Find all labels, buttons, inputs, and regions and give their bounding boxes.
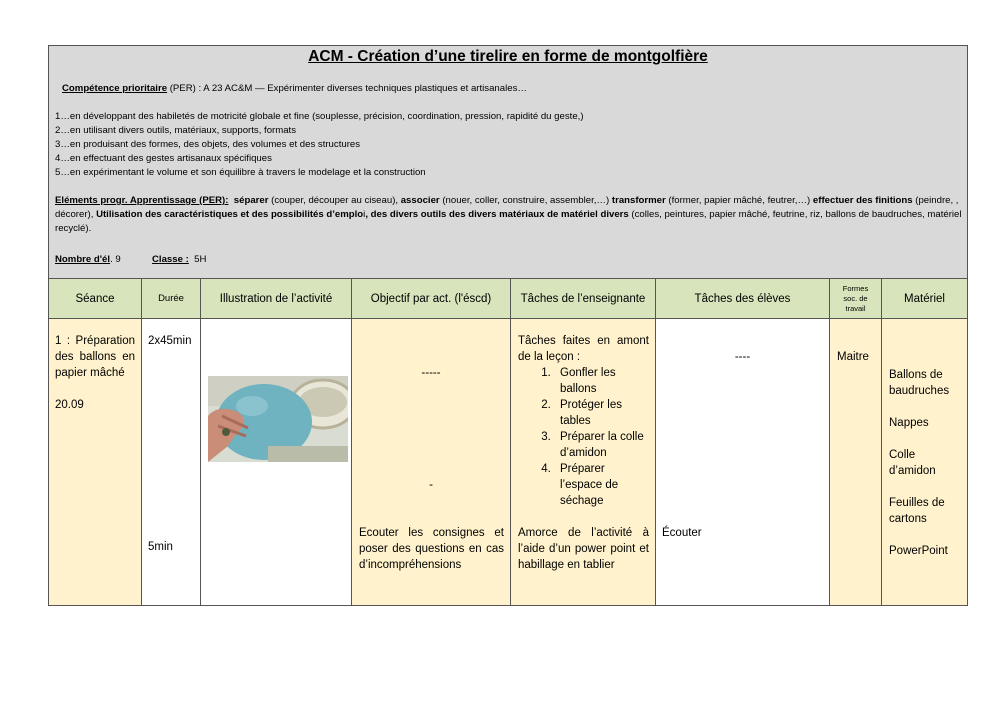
materiel-item: Colle d’amidon	[889, 449, 936, 477]
materiel-item: PowerPoint	[889, 545, 948, 557]
objectif-text: Ecouter les consignes et poser des questions en cas d’incompréhensions	[359, 527, 504, 571]
col-header-illustration: Illustration de l’activité	[201, 279, 352, 319]
enseignante-intro: Tâches faites en amont de la leçon :	[518, 335, 649, 363]
classe: Classe : 5H	[152, 254, 207, 265]
cell-taches-enseignante	[511, 319, 656, 605]
cell-materiel	[882, 319, 967, 605]
balloon-photo-icon	[208, 376, 348, 462]
col-header-taches-eleves: Tâches des élèves	[656, 279, 830, 319]
cell-seance	[49, 319, 142, 605]
objective-5: 5…en expérimentant le volume et son équilibre à travers le modelage et la construction	[55, 167, 426, 178]
seance-date: 20.09	[55, 399, 84, 411]
cell-formes	[830, 319, 882, 605]
learning-elements: Eléments progr. Apprentissage (PER): séparer (couper, découper au ciseau), associer (nouer, coller, construire, assembler,…) transformer (former, papier mâché, feutrer,…) effectuer des finitions (peindre, , décorer), Utilisation des caractéristiques et des possibilités d’emploi, des divers outils des divers matériaux de matériel divers (colles, peintures, papier mâché, feutrine, riz, ballons de baudruches, matériel recyclé).	[55, 195, 962, 234]
cell-duree	[142, 319, 201, 605]
eleves-text: Écouter	[662, 527, 702, 539]
duree-2: 5min	[148, 541, 173, 553]
col-header-taches-enseignante: Tâches de l’enseignante	[511, 279, 656, 319]
objective-2: 2…en utilisant divers outils, matériaux, supports, formats	[55, 125, 297, 136]
competence-text: (PER) : A 23 AC&M — Expérimenter diverses techniques plastiques et artisanales…	[167, 83, 527, 94]
cell-taches-eleves	[656, 319, 830, 605]
col-header-materiel: Matériel	[882, 279, 967, 319]
enseignante-text: Amorce de l’activité à l’aide d’un power point et habillage en tablier	[518, 527, 649, 571]
objective-3: 3…en produisant des formes, des objets, des volumes et des structures	[55, 139, 361, 150]
cell-illustration	[201, 319, 352, 605]
col-header-duree: Durée	[142, 279, 201, 319]
nombre-eleves: Nombre d'él. 9	[55, 254, 121, 265]
page-title: ACM - Création d’une tirelire en forme de montgolfière	[308, 48, 708, 65]
materiel-item: Ballons de baudruches	[889, 369, 950, 397]
list-item: 2. Protéger les tables	[554, 397, 649, 429]
seance-text: 1 : Préparation des ballons en papier mâché	[55, 335, 135, 379]
competence-line	[62, 82, 527, 95]
formes-text: Maitre	[837, 351, 869, 363]
objective-4: 4…en effectuant des gestes artisanaux spécifiques	[55, 153, 272, 164]
objectif-dash-2: -	[429, 479, 433, 491]
objectif-dash-1: -----	[421, 367, 441, 379]
duree-1: 2x45min	[148, 335, 192, 347]
eleves-dash: ----	[734, 351, 751, 363]
materiel-item: Nappes	[889, 417, 929, 429]
list-item: 1. Gonfler les ballons	[554, 365, 649, 397]
header-section	[49, 46, 967, 279]
cell-objectif	[352, 319, 511, 605]
objective-1: 1…en développant des habiletés de motricité globale et fine (souplesse, précision, coordination, pression, rapidité du geste,)	[55, 111, 584, 122]
col-header-objectif: Objectif par act. (l'éscd)	[352, 279, 511, 319]
activity-photo	[208, 376, 348, 462]
materiel-item: Feuilles de cartons	[889, 497, 945, 525]
list-item: 4. Préparer l’espace de séchage	[554, 461, 649, 509]
list-item: 3. Préparer la colle d’amidon	[554, 429, 649, 461]
col-header-formes: Formes soc. de travail	[830, 279, 882, 319]
competence-label: Compétence prioritaire	[62, 83, 168, 94]
enseignante-list	[518, 365, 649, 509]
col-header-seance: Séance	[49, 279, 142, 319]
lesson-plan	[48, 45, 968, 606]
